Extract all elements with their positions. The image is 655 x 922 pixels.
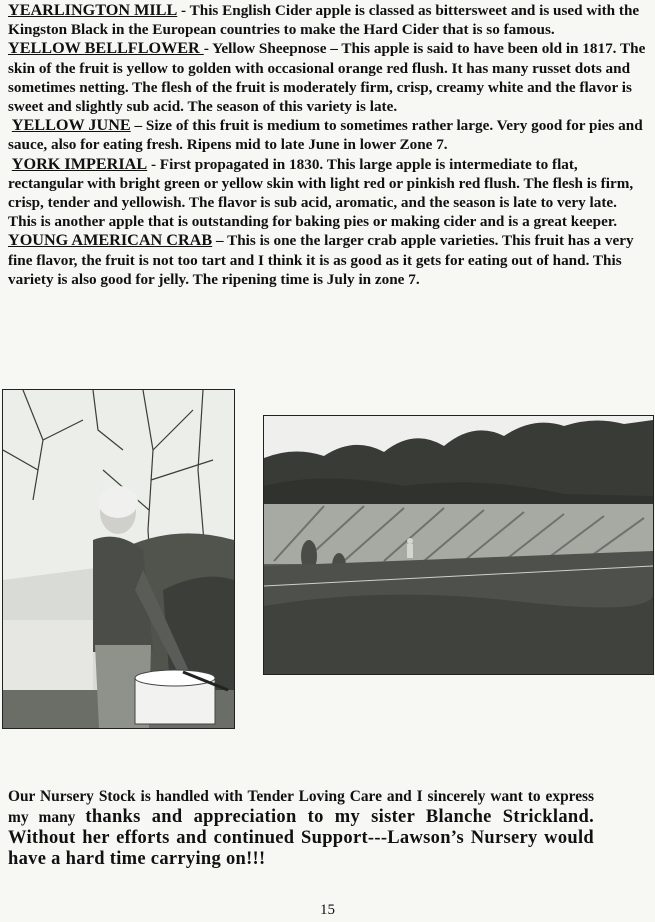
entry-name: YEARLINGTON MILL: [8, 1, 178, 19]
entry-name: YELLOW BELLFLOWER: [8, 39, 204, 58]
entry-description: - Yellow Sheepnose – This apple is said to have been old in 1817. The skin of the fruit is yellow to golden with occasional orange red flush. It has many russet dots and sometimes netting. The flesh of the fruit is moderately firm, crisp, creamy white and the flavor is sweet and slightly sub acid. The season of this variety is late.: [8, 40, 646, 116]
entry-yellow-june: [8, 116, 648, 154]
apple-variety-entries: [8, 1, 648, 289]
thanks-paragraph: [8, 786, 594, 870]
photo-woman-illustration: [3, 390, 234, 728]
photo-orchard-field: [263, 415, 654, 675]
entry-yearlington-mill: [8, 1, 648, 39]
entry-name: YORK IMPERIAL: [11, 154, 148, 173]
thanks-text-part2: thanks and appreciation to my sister Blanche Strickland. Without her efforts and continued Support---Lawson’s Nursery would have a hard time carrying on!!!: [8, 807, 594, 869]
entry-description: – This is one the larger crab apple varieties. This fruit has a very fine flavor, the fruit is not too tart and I think it is as good as it gets for eating out of hand. This variety is also good for jelly. The ripening time is July in zone 7.: [8, 232, 634, 288]
entry-name: YOUNG AMERICAN CRAB: [8, 231, 213, 250]
entry-young-american-crab: [8, 231, 648, 289]
entry-description: – Size of this fruit is medium to sometimes rather large. Very good for pies and sauce, also for eating fresh. Ripens mid to late June in lower Zone 7.: [8, 117, 643, 154]
entry-description: - This English Cider apple is classed as bittersweet and is used with the Kingston Black in the European countries to make the Hard Cider that is so famous.: [8, 2, 640, 39]
photo-orchard-illustration: [264, 416, 653, 674]
entry-name: YELLOW JUNE: [11, 116, 131, 135]
thanks-text-part1: Our Nursery Stock is handled with Tender Loving Care and I sincerely want to express my many: [8, 788, 594, 826]
photo-woman-with-bucket: [2, 389, 235, 729]
entry-yellow-bellflower: [8, 39, 648, 116]
entry-york-imperial: [8, 155, 648, 232]
entry-description: - First propagated in 1830. This large apple is intermediate to flat, rectangular with bright green or yellow skin with light red or pinkish red flush. The flesh is firm, crisp, tender and yellowish. The flavor is sub acid, aromatic, and the season is late to very late. This is another apple that is outstanding for baking pies or making cider and is a great keeper.: [8, 155, 634, 231]
page-number: 15: [320, 902, 335, 918]
